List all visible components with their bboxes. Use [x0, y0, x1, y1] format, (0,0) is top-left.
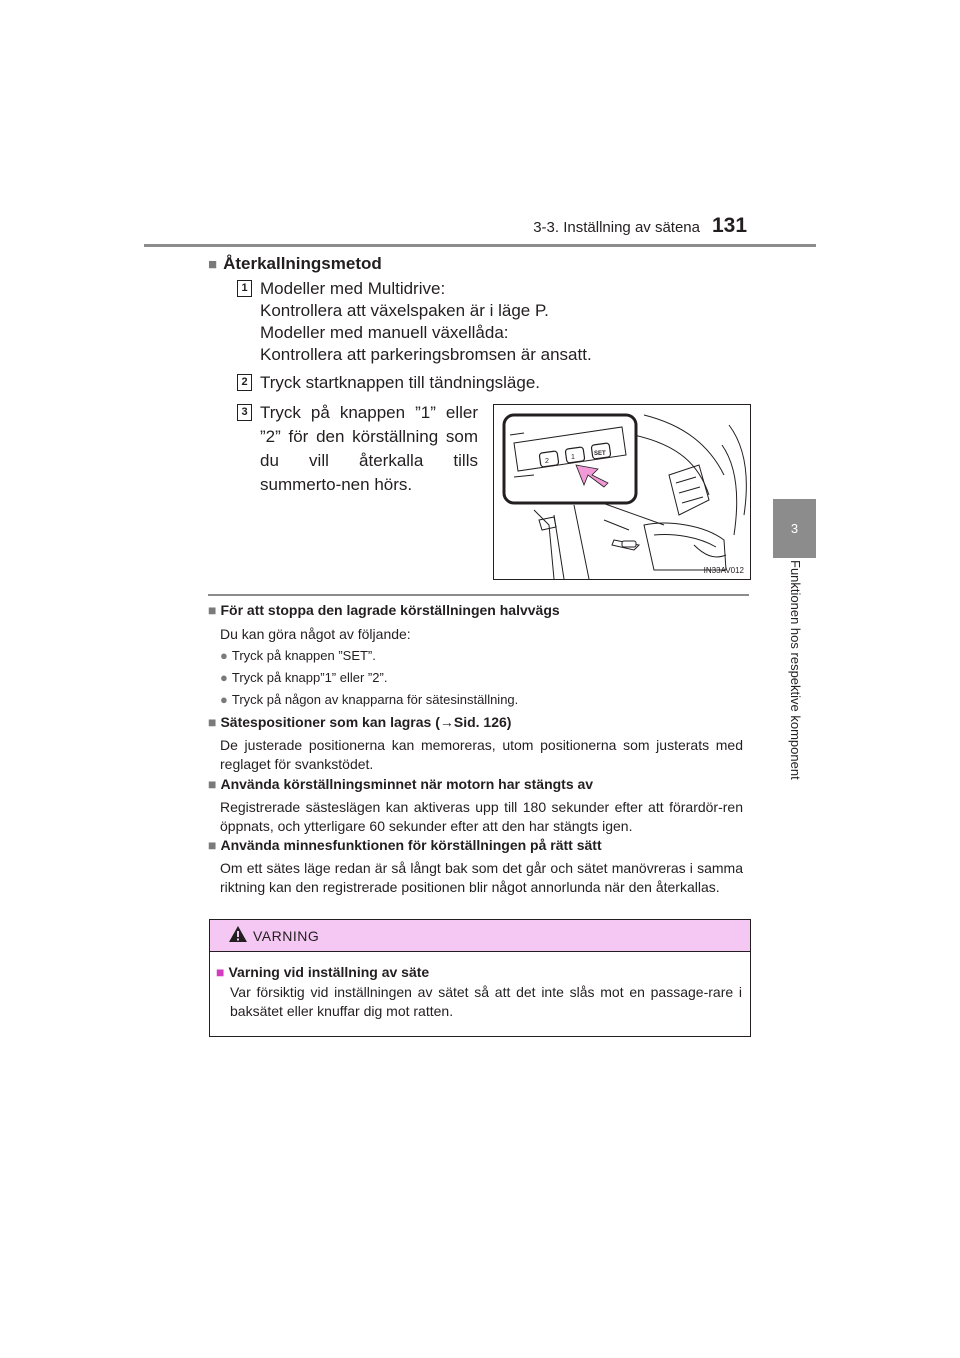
square-bullet-icon: ■ [208, 714, 217, 730]
note-3-text: Registrerade sästeslägen kan aktiveras upp till 180 sekunder efter att förardör-ren öppnats, och ytterligare 60 sekunder efter att den har stängts igen. [220, 799, 743, 834]
button-label-set: SET [594, 451, 606, 457]
memory-button-1 [565, 447, 585, 463]
note-2-text: De justerade positionerna kan memoreras, utom positionerna som justerats med reglaget för svankstödet. [220, 737, 743, 772]
step-number-3: 3 [237, 404, 252, 421]
step-1-line: Modeller med Multidrive: [260, 279, 446, 298]
section-divider [208, 594, 749, 596]
note-1-bullet [220, 648, 376, 663]
note-1-bullet [220, 692, 518, 707]
warning-header [210, 920, 750, 952]
warning-title [216, 964, 429, 980]
step-1-line: Kontrollera att växelspaken är i läge P. [260, 301, 549, 320]
warning-title-text: Varning vid inställning av säte [228, 964, 430, 980]
section-title: 3-3. Inställning av sätena [533, 219, 700, 236]
square-bullet-icon: ■ [208, 776, 217, 792]
note-1-title-text: För att stoppa den lagrade körställningen halvvägs [220, 602, 560, 618]
step-1-line: Modeller med manuell växellåda: [260, 323, 509, 342]
note-4-title [208, 837, 602, 853]
warning-triangle-icon [228, 925, 248, 943]
square-bullet-icon: ■ [208, 602, 217, 618]
note-2-title-text: Sätespositioner som kan lagras (→Sid. 126) [220, 714, 512, 730]
warning-text: Var försiktig vid inställningen av sätet så att det inte slås mot en passage-rare i baksätet eller knuffar dig mot ratten. [230, 984, 742, 1019]
dot-bullet-icon: ● [220, 670, 228, 685]
note-2-title [208, 714, 511, 730]
note-1-title [208, 602, 560, 618]
note-1-bullet [220, 670, 387, 685]
memory-button-2 [539, 451, 559, 467]
note-4-text: Om ett sätes läge redan är så långt bak som det går och sätet manövreras i samma riktning kan den registrerade positionen blir något annorlunda när den återkallas. [220, 860, 743, 895]
door-panel-drawing [494, 405, 750, 579]
page-number: 131 [712, 214, 748, 237]
section-heading [208, 254, 382, 274]
note-3-title-text: Använda körställningsminnet när motorn har stängts av [220, 776, 594, 792]
warning-box [209, 919, 751, 1037]
bullet-text: Tryck på knapp”1” eller ”2”. [231, 670, 388, 685]
memory-button-illustration [493, 404, 751, 580]
warning-label: VARNING [253, 928, 320, 944]
chapter-tab: 3 [773, 499, 816, 558]
note-3-title [208, 776, 593, 792]
step-number-2: 2 [237, 374, 252, 391]
figure-code: IN33AV012 [703, 566, 744, 575]
heading-text: Återkallningsmetod [223, 254, 382, 273]
square-bullet-icon: ■ [216, 964, 225, 980]
step-number-1: 1 [237, 280, 252, 297]
note-1-text: Du kan göra något av följande: [220, 626, 411, 642]
bullet-text: Tryck på knappen ”SET”. [231, 648, 376, 663]
button-label-2: 2 [545, 458, 549, 465]
step-2-text: Tryck startknappen till tändningsläge. [260, 373, 541, 392]
step-1-line: Kontrollera att parkeringsbromsen är ansatt. [260, 345, 592, 364]
button-label-1: 1 [571, 454, 575, 461]
small-button [622, 541, 636, 547]
square-bullet-icon: ■ [208, 256, 218, 273]
dot-bullet-icon: ● [220, 648, 228, 663]
square-bullet-icon: ■ [208, 837, 217, 853]
dot-bullet-icon: ● [220, 692, 228, 707]
step-1-text [260, 278, 592, 366]
header-rule [144, 244, 816, 247]
bullet-text: Tryck på någon av knapparna för sätesinställning. [231, 692, 519, 707]
note-4-title-text: Använda minnesfunktionen för körställningen på rätt sätt [220, 837, 602, 853]
chapter-title: Funktionen hos respektive komponent [788, 560, 803, 780]
step-3-text: Tryck på knappen ”1” eller ”2” för den körställning som du vill återkalla tills summerto-nen hörs. [260, 403, 478, 494]
